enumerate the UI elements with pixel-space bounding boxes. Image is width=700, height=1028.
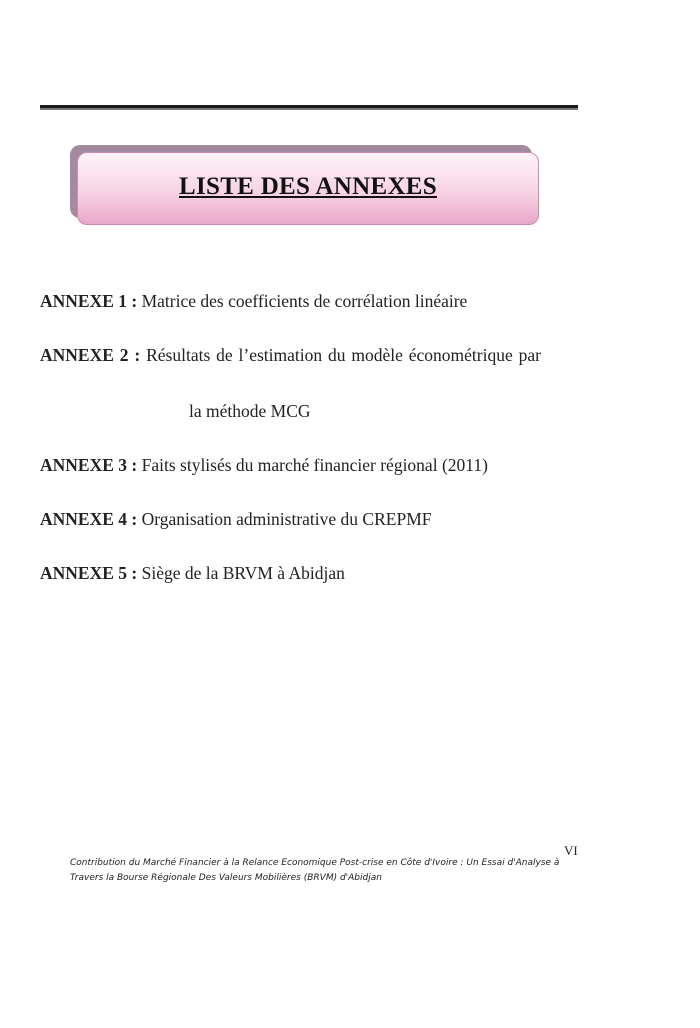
footer-line-2: Travers la Bourse Régionale Des Valeurs Mobilières (BRVM) d'Abidjan (70, 873, 382, 883)
annex-text: Organisation administrative du CREPMF (141, 509, 432, 529)
annex-item-4 (40, 509, 432, 530)
annex-item-3 (40, 455, 488, 476)
annex-text: Siège de la BRVM à Abidjan (141, 563, 345, 583)
footer-line-1: Contribution du Marché Financier à la Relance Economique Post-crise en Côte d'Ivoire : Un Essai d'Analyse à (70, 858, 560, 868)
annex-text: Matrice des coefficients de corrélation linéaire (141, 291, 468, 311)
title-box (77, 152, 539, 225)
annex-item-2 (40, 345, 541, 366)
top-divider (40, 105, 578, 108)
annex-item-2-continuation: la méthode MCG (189, 401, 311, 421)
annex-text: Résultats de l’estimation du modèle économétrique par (146, 345, 541, 365)
annex-label: ANNEXE 1 : (40, 291, 138, 311)
annex-label: ANNEXE 4 : (40, 509, 138, 529)
annex-label: ANNEXE 2 : (40, 345, 141, 365)
annex-label: ANNEXE 3 : (40, 455, 138, 475)
annex-label: ANNEXE 5 : (40, 563, 138, 583)
annex-text: Faits stylisés du marché financier régional (2011) (141, 455, 488, 475)
page-number: VI (564, 843, 578, 858)
annex-item-5 (40, 563, 345, 584)
page-title: LISTE DES ANNEXES (179, 172, 437, 200)
annex-item-1 (40, 291, 467, 312)
